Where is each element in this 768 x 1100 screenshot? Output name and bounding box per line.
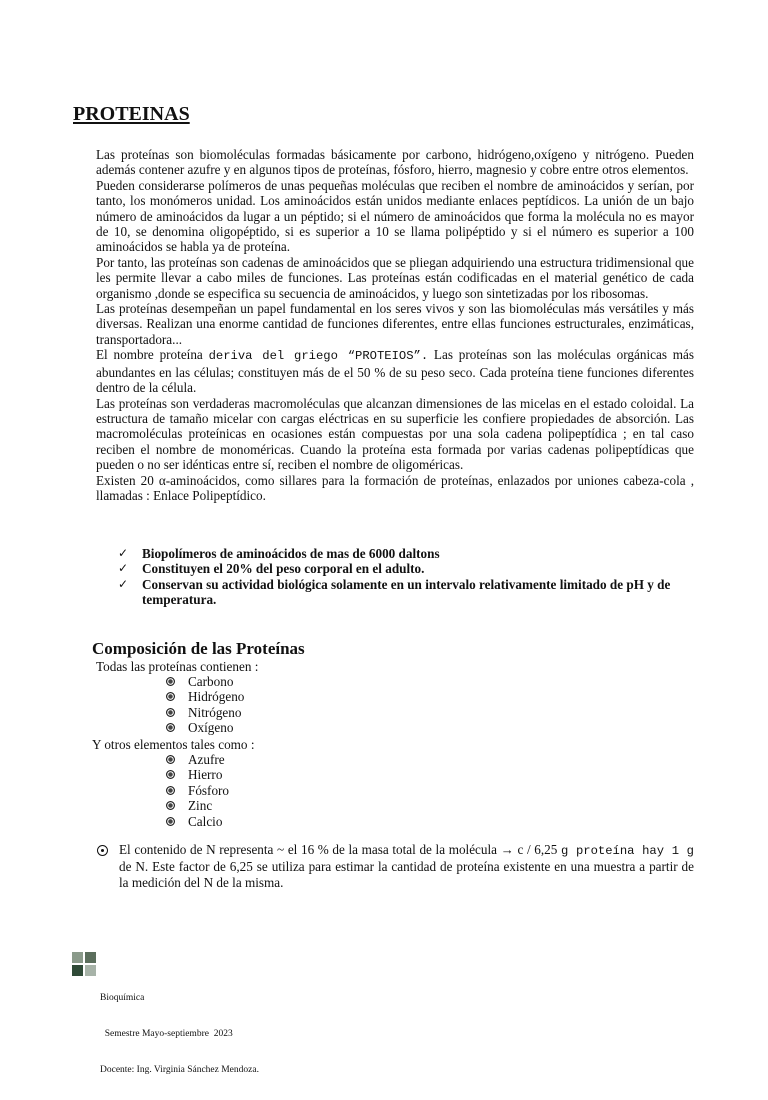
circle-bullet-icon — [166, 677, 175, 686]
other-elements-list — [166, 752, 229, 829]
element-label: Calcio — [188, 813, 223, 829]
element-label: Zinc — [188, 798, 213, 814]
element-label: Carbono — [188, 674, 234, 689]
paragraph: Pueden considerarse polímeros de unas pequeñas moléculas que reciben el nombre de aminoácidos y serían, por tanto, los monómeros unidad. Los aminoácidos están unidos mediante enlaces peptídicos. La unión de un bajo número de aminoácidos da lugar a un péptido; si el número de aminoácidos que forma la molécula no es mayor de 10, se denomina oligopéptido, si es superior a 10 se llama polipéptido y si el número es superior a 100 aminoácidos se habla ya de proteína. — [96, 177, 694, 255]
element-item — [166, 752, 229, 767]
note-text-mono: g proteína hay 1 g — [560, 844, 694, 858]
circle-bullet-icon — [166, 755, 175, 764]
paragraph: Existen 20 α-aminoácidos, como sillares para la formación de proteínas, enlazados por uniones cabeza-cola , llamadas : Enlace Polipeptídico. — [96, 472, 694, 503]
note-text-after: de N. Este factor de 6,25 se utiliza para estimar la cantidad de proteína existente en una muestra a partir de la medición del N de la misma. — [119, 859, 694, 890]
element-item — [166, 767, 229, 782]
paragraph-greek-origin — [96, 347, 694, 395]
circle-bullet-icon — [166, 708, 175, 717]
circle-bullet-icon — [166, 723, 175, 732]
logo-square-top-left — [72, 952, 83, 963]
checklist-text: Conservan su actividad biológica solamente en un intervalo relativamente limitado de pH y de temperatura. — [142, 576, 671, 608]
footer — [100, 968, 259, 1100]
checkmark-icon: ✓ — [118, 576, 129, 591]
paragraph: Por tanto, las proteínas son cadenas de aminoácidos que se pliegan adquiriendo una estructura tridimensional que les permite llevar a cabo miles de funciones. Las proteínas están codificadas en el material genético de cada organismo ,donde se especifica su secuencia de aminoácidos, y luego son sintetizadas por los ribosomas. — [96, 254, 694, 301]
body-text — [96, 147, 694, 503]
element-label: Hierro — [188, 767, 223, 783]
checkmark-icon: ✓ — [118, 546, 129, 560]
nitrogen-note — [119, 842, 694, 890]
paragraph: Las proteínas son biomoléculas formadas básicamente por carbono, hidrógeno,oxígeno y nitrógeno. Pueden además contener azufre y en algunos tipos de proteínas, fósforo, hierro, magnesio y cobre entre otros elementos. — [96, 147, 694, 178]
checklist-item — [118, 561, 698, 576]
logo-square-top-right — [85, 952, 96, 963]
circle-bullet-icon — [166, 692, 175, 701]
circle-bullet-icon — [166, 817, 175, 826]
checkmark-icon: ✓ — [118, 561, 129, 576]
footer-course: Bioquímica — [100, 993, 145, 1003]
section-title: Composición de las Proteínas — [92, 639, 305, 658]
key-facts-checklist — [118, 546, 698, 608]
footer-teacher: Docente: Ing. Virginia Sánchez Mendoza. — [100, 1065, 259, 1075]
intro-other-elements: Y otros elementos tales como : — [92, 737, 255, 752]
element-label: Hidrógeno — [188, 689, 245, 705]
logo-square-bottom-left — [72, 965, 83, 976]
element-item — [166, 689, 244, 704]
checklist-item — [118, 546, 698, 561]
element-label: Azufre — [188, 752, 225, 767]
element-item — [166, 720, 244, 735]
intro-all-proteins: Todas las proteínas contienen : — [96, 659, 259, 674]
greek-text-after: Las proteínas son las moléculas orgánicas más abundantes en las células; constituyen más de el 50 % de su peso seco. Cada proteína tiene funciones diferentes dentro de la célula. — [96, 347, 694, 396]
circle-bullet-icon — [166, 770, 175, 779]
checklist-text: Biopolímeros de aminoácidos de mas de 6000 daltons — [142, 546, 440, 561]
element-item — [166, 814, 229, 829]
page-title: PROTEINAS — [73, 103, 190, 125]
main-elements-list — [166, 674, 244, 736]
circle-bullet-icon — [166, 801, 175, 810]
circle-bullet-icon — [166, 786, 175, 795]
paragraph: Las proteínas son verdaderas macromoléculas que alcanzan dimensiones de las micelas en el estado coloidal. La estructura de tamaño micelar con cargas eléctricas en su superficie les confiere propiedades de absorción. Las macromoléculas proteínicas en ocasiones están compuestas por una sola cadena polipeptídica ; en tal caso reciben el nombre de monoméricas. Cuando la proteína esta formada por varias cadenas polipeptídicas que pueden o no ser idénticas entre sí, reciben el nombre de oligoméricas. — [96, 395, 694, 473]
greek-text-mono: deriva del griego “PROTEIOS”. — [208, 349, 429, 364]
radio-bullet-icon — [97, 845, 108, 856]
paragraph: Las proteínas desempeñan un papel fundamental en los seres vivos y son las biomoléculas más versátiles y más diversas. Realizan una enorme cantidad de funciones diferentes, entre ellas funciones estructurales, enzimáticas, transportadora... — [96, 301, 694, 347]
note-text-before: El contenido de N representa ~ el 16 % de la masa total de la molécula → c / 6,25 — [119, 842, 561, 857]
element-item — [166, 798, 229, 813]
checklist-text: Constituyen el 20% del peso corporal en el adulto. — [142, 561, 425, 577]
greek-text-before: El nombre proteína — [96, 347, 209, 363]
element-item — [166, 783, 229, 798]
element-item — [166, 674, 244, 689]
element-label: Fósforo — [188, 782, 230, 798]
footer-semester: Semestre Mayo-septiembre 2023 — [100, 1029, 233, 1039]
logo-square-bottom-right — [85, 965, 96, 976]
element-item — [166, 705, 244, 720]
checklist-item — [118, 577, 698, 608]
element-label: Nitrógeno — [188, 704, 242, 720]
footer-logo — [72, 952, 96, 976]
element-label: Oxígeno — [188, 720, 234, 736]
